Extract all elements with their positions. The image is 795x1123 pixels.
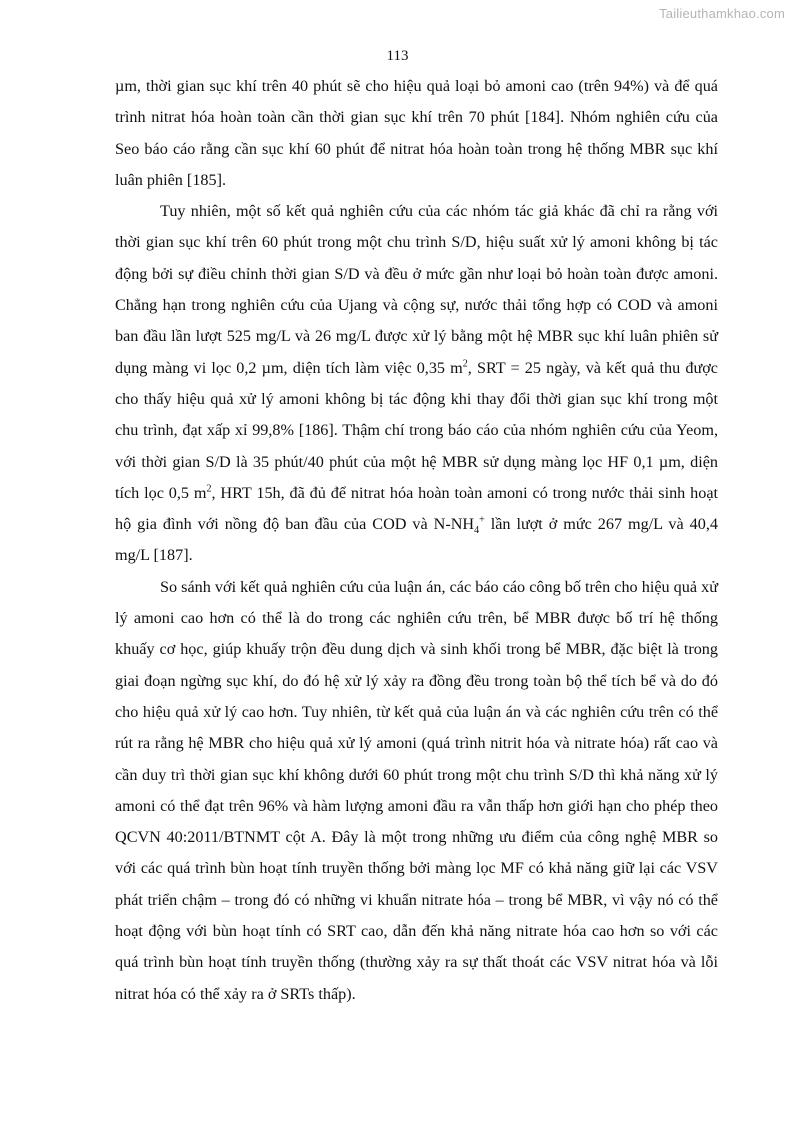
paragraph-text: , HRT 15h, đã đủ để nitrat hóa hoàn toàn amoni có trong nước thải sinh hoạt hộ gia đình với nồng độ ban đầu của COD và N-NH — [115, 483, 719, 534]
paragraph-1 — [115, 71, 718, 196]
page-number: 113 — [386, 48, 409, 64]
watermark-text: Tailieuthamkhao.com — [659, 6, 785, 21]
paragraph-text: µm, thời gian sục khí trên 40 phút sẽ cho hiệu quả loại bỏ amoni cao (trên 94%) và để quá trình nitrat hóa hoàn toàn cần thời gian sục khí trên 70 phút [184]. Nhóm nghiên cứu của Seo báo cáo rằng cần sục khí 60 phút để nitrat hóa hoàn toàn trong hệ thống MBR sục khí luân phiên [185]. — [115, 77, 718, 189]
paragraph-2 — [115, 196, 718, 572]
superscript: 2 — [206, 483, 212, 495]
paragraph-text: So sánh với kết quả nghiên cứu của luận án, các báo cáo công bố trên cho hiệu quả xử lý amoni cao hơn có thể là do trong các nghiên cứu trên, bể MBR được bố trí hệ thống khuấy cơ học, giúp khuấy trộn đều dung dịch và sinh khối trong bể MBR, đặc biệt là trong giai đoạn ngừng sục khí, do đó hệ xử lý xảy ra đồng đều trong toàn bộ thể tích bể và do đó cho hiệu quả xử lý cao hơn. Tuy nhiên, từ kết quả của luận án và các nghiên cứu trên có thể rút ra rằng hệ MBR cho hiệu quả xử lý amoni (quá trình nitrit hóa và nitrate hóa) rất cao và cần duy trì thời gian sục khí không dưới 60 phút trong một chu trình S/D thì khả năng xử lý amoni có thể đạt trên 96% và hàm lượng amoni đầu ra vẫn thấp hơn giới hạn cho phép theo QCVN 40:2011/BTNMT cột A. Đây là một trong những ưu điểm của công nghệ MBR so với các quá trình bùn hoạt tính truyền thống bởi màng lọc MF có khả năng giữ lại các VSV phát triển chậm – trong đó có những vi khuẩn nitrate hóa – trong bể MBR, vì vậy nó có thể hoạt động với bùn hoạt tính có SRT cao, dẫn đến khả năng nitrate hóa cao hơn so với các quá trình bùn hoạt tính truyền thống (thường xảy ra sự thất thoát các VSV nitrat hóa và lỗi nitrat hóa có thể xảy ra ở SRTs thấp). — [115, 577, 718, 1003]
paragraph-text: lần lượt ở mức 267 mg/L và 40,4 mg/L [187]. — [115, 515, 718, 565]
paragraph-3 — [115, 572, 718, 1010]
paragraph-text: Tuy nhiên, một số kết quả nghiên cứu của các nhóm tác giả khác đã chỉ ra rằng với thời gian sục khí trên 60 phút trong một chu trình S/D, hiệu suất xử lý amoni không bị tác động bởi sự điều chỉnh thời gian S/D và đều ở mức gần như loại bỏ hoàn toàn được amoni. Chẳng hạn trong nghiên cứu của Ujang và cộng sự, nước thải tổng hợp có COD và amoni ban đầu lần lượt 525 mg/L và 26 mg/L được xử lý bằng một hệ MBR sục khí luân phiên sử dụng màng vi lọc 0,2 µm, diện tích làm việc 0,35 m — [115, 202, 718, 377]
superscript: 2 — [462, 358, 468, 370]
paragraph-text: , SRT = 25 ngày, và kết quả thu được cho thấy hiệu quả xử lý amoni không bị tác động khi thay đổi thời gian sục khí trong một chu trình, đạt xấp xỉ 99,8% [186]. Thậm chí trong báo cáo của nhóm nghiên cứu của Yeom, với thời gian S/D là 35 phút/40 phút của một hệ MBR sử dụng màng lọc HF 0,1 µm, diện tích lọc 0,5 m — [115, 358, 718, 502]
superscript: + — [479, 514, 485, 526]
subscript: 4 — [474, 525, 480, 537]
document-body — [115, 71, 718, 1010]
